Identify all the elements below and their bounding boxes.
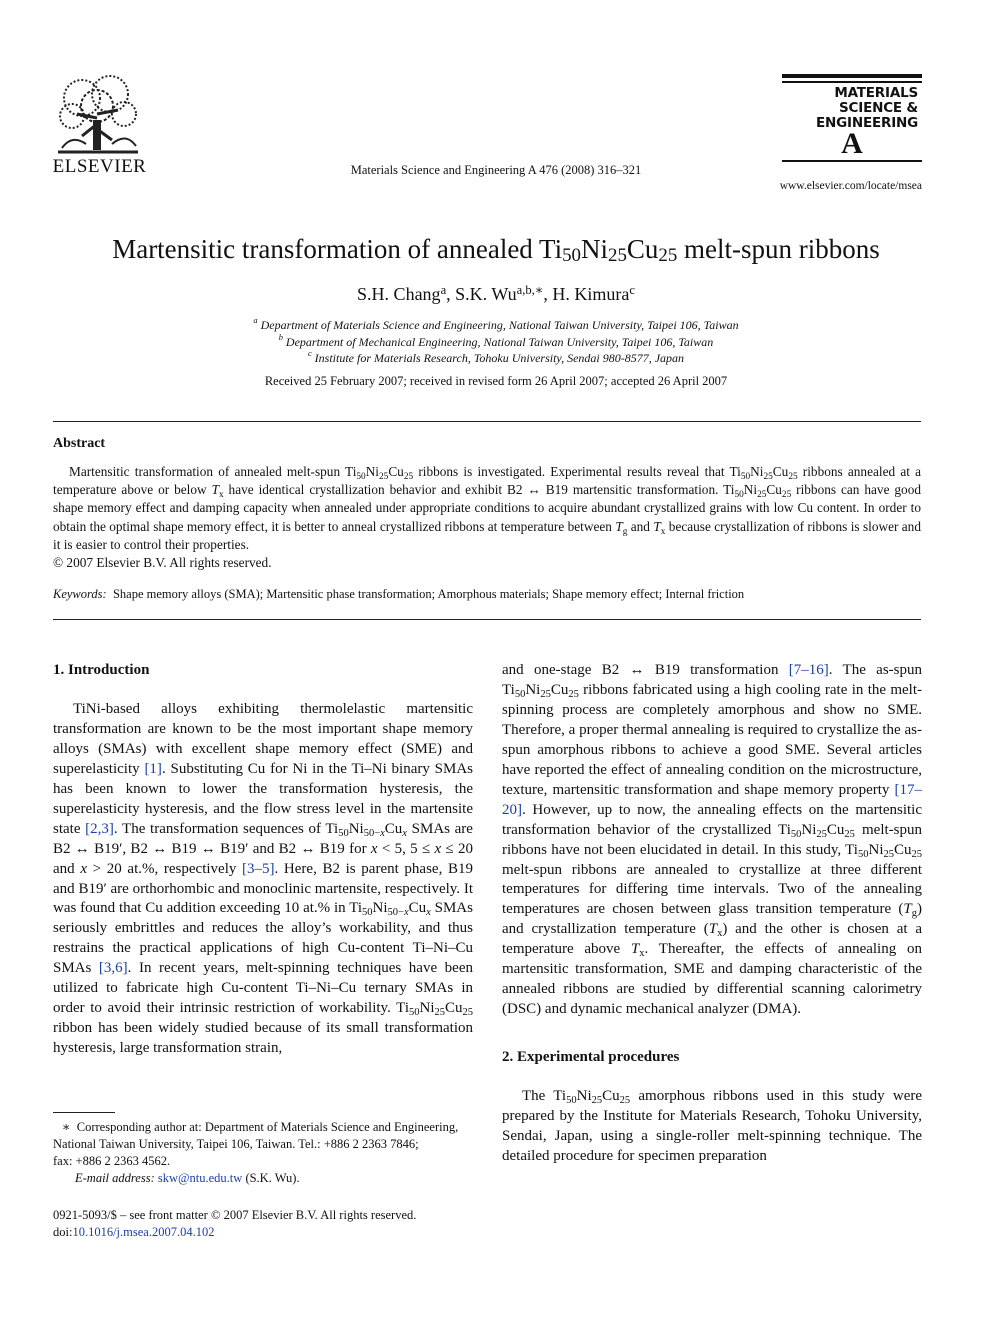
body-paragraph: and one-stage B2 ↔ B19 transformation [7–16]. The as-spun $Ti_{50}Ni_{25}Cu_{25}$ ribbons fabricated using a high cooling rate in the melt-spinning process are completely amorphous and show no SME. Therefore, a proper thermal annealing is required to crystallize the as-spun amorphous ribbons to achieve a good SME. Several articles have reported the effect of annealing condition on the microstructure, texture, martensitic transformation and shape memory property [17–20]. However, up to now, the annealing effects on the martensitic transformation behavior of the crystallized $Ti_{50}Ni_{25}Cu_{25}$ melt-spun ribbons have not been elucidated in detail. In this study, $Ti_{50}Ni_{25}Cu_{25}$ melt-spun ribbons are annealed to crystallize at three different temperatures for differing time intervals. Two of the annealing temperatures are chosen between glass transition temperature $(T_g)$ and crystallization temperature $(T_x)$ and the other is chosen at a temperature above $T_x$. Thereafter, the effects of annealing on martensitic transformation, SME and damping characteristic of the annealed ribbons are studied by differential scanning calorimetry (DSC) and dynamic mechanical analyzer (DMA).: [502, 662, 922, 1018]
section-heading: 1. Introduction: [53, 662, 150, 678]
logo-line-2: SCIENCE &: [839, 100, 918, 116]
divider: [53, 619, 921, 620]
body-paragraph: The $Ti_{50}Ni_{25}Cu_{25}$ amorphous ribbons used in this study were prepared by the Institute for Materials Research, Tohoku University, Sendai, Japan, using a single-roller melt-spinning technique. The detailed procedure for specimen preparation: [502, 1088, 923, 1164]
logo-letter: A: [841, 127, 863, 160]
author-list: S.H. Chang$^a$, S.K. $Wu^{a,b,∗}$, H. Kimura$^c$: [357, 283, 635, 304]
right-column: [502, 661, 922, 1167]
email-link[interactable]: skw@ntu.edu.tw: [157, 1171, 243, 1185]
author-name: S.K. Wu: [455, 284, 517, 304]
divider: [53, 421, 921, 422]
section-heading: 2. Experimental procedures: [502, 1049, 680, 1066]
author-name: H. Kimura: [552, 284, 630, 304]
abstract-heading: Abstract: [53, 436, 106, 451]
author-name: S.H. Chang: [357, 284, 441, 304]
footnote-divider: [53, 1112, 115, 1113]
article-title: Martensitic transformation of annealed $Ti_{50}Ni_{25}Cu_{25}$ melt-spun ribbons: [112, 234, 880, 266]
journal-logo: [782, 74, 922, 165]
received-dates: Received 25 February 2007; received in revised form 26 April 2007; accepted 26 April 2007: [264, 374, 728, 388]
logo-line-1: MATERIALS: [834, 85, 918, 101]
elsevier-tree-logo-icon: [52, 74, 144, 156]
journal-url[interactable]: www.elsevier.com/locate/msea: [779, 180, 922, 192]
body-paragraph: TiNi-based alloys exhibiting thermolelastic martensitic transformation are known to be the most important shape memory alloys (SMAs) with excellent shape memory effect (SME) and superelasticity [1]. Substituting Cu for Ni in the Ti–Ni binary SMAs has been known to lower the transformation hysteresis, the superelasticity hysteresis, and the flow stress level in the martensite state [2,3]. The transformation sequences of $Ti_{50}Ni_{50-x}Cu_x$ SMAs are B2 ↔ B19′, B2 ↔ B19 ↔ B19′ and B2 ↔ B19 for x < 5, 5 ≤ x ≤ 20 and x > 20 at.%, respectively [3–5]. Here, B2 is parent phase, B19 and B19′ are orthorhombic and monoclinic martensite, respectively. It was found that Cu addition exceeding 10 at.% in $Ti_{50}Ni_{50-x}Cu_x$ SMAs seriously embrittles and reduces the alloy’s workability, and thus restrains the practical applications of high Cu-content Ti–Ni–Cu SMAs [3,6]. In recent years, melt-spinning techniques have been utilized to fabricate high Cu-content Ti–Ni–Cu ternary SMAs in order to avoid their intrinsic restriction of workability. $Ti_{50}Ni_{25}Cu_{25}$ ribbon has been widely studied because of its small transformation hysteresis, large transformation strain,: [53, 700, 473, 1057]
front-matter: 0921-5093/$ – see front matter © 2007 Elsevier B.V. All rights reserved. doi:10.1016/j.msea.2007.04.102: [53, 1208, 417, 1239]
journal-reference: Materials Science and Engineering A 476 (2008) 316–321: [350, 163, 642, 177]
affiliation: $^b$ Department of Mechanical Engineering, National Taiwan University, Taipei 106, Taiwan: [278, 333, 714, 349]
copyright-notice: © 2007 Elsevier B.V. All rights reserved.: [53, 555, 272, 570]
doi-link[interactable]: 10.1016/j.msea.2007.04.102: [72, 1225, 215, 1239]
publisher-name: ELSEVIER: [52, 156, 147, 177]
affiliation: $^a$ Department of Materials Science and Engineering, National Taiwan University, Taipei 106, Taiwan: [253, 316, 739, 332]
keywords: Keywords: Shape memory alloys (SMA); Martensitic phase transformation; Amorphous materials; Shape memory effect; Internal friction: [53, 587, 745, 601]
abstract-text: Martensitic transformation of annealed melt-spun $Ti_{50}Ni_{25}Cu_{25}$ ribbons is investigated. Experimental results reveal that $Ti_{50}Ni_{25}Cu_{25}$ ribbons annealed at a temperature above or below $T_x$ have identical crystallization behavior and exhibit B2 ↔ B19 martensitic transformation. $Ti_{50}Ni_{25}Cu_{25}$ ribbons can have good shape memory effect and damping capacity when annealed under appropriate conditions to acquire abundant crystallized grains with low Cu content. In order to obtain the optimal shape memory effect, it is better to anneal crystallized ribbons at temperature between $T_g$ and $T_x$ because crystallization of ribbons is slower and it is easier to control their properties.: [53, 464, 922, 552]
footnote: ∗ Corresponding author at: Department of Materials Science and Engineering, National Taiwan University, Taipei 106, Taiwan. Tel.: +886 2 2363 7846; fax: +886 2 2363 4562. E-mail address: skw@ntu.edu.tw (S.K. Wu).: [53, 1120, 459, 1185]
left-column: [53, 661, 473, 1059]
logo-line-3: ENGINEERING: [816, 115, 918, 131]
affiliation: $^c$ Institute for Materials Research, Tohoku University, Sendai 980-8577, Japan: [307, 349, 685, 365]
